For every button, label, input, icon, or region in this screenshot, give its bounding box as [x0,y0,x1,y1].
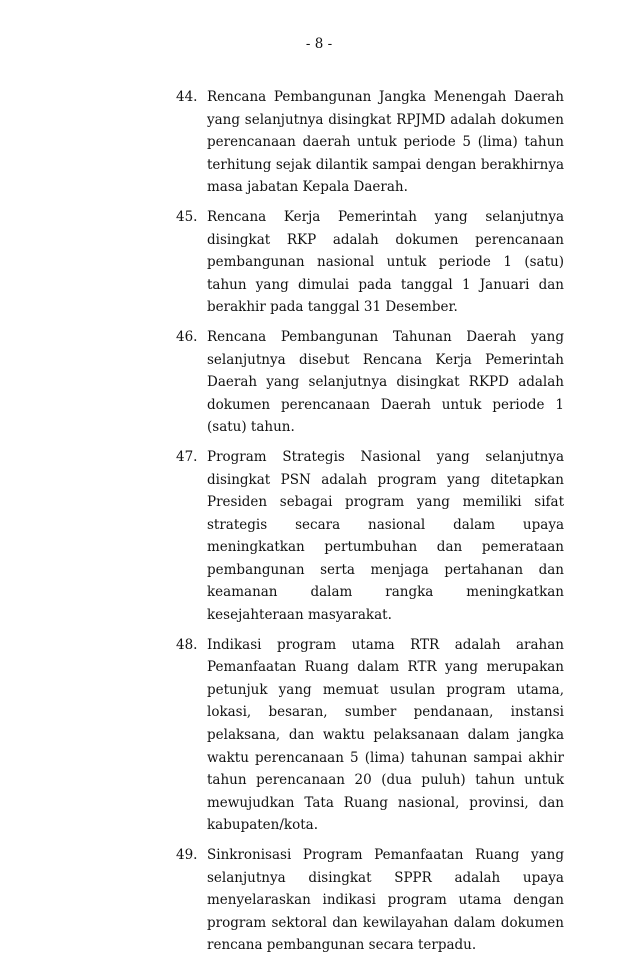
definition-item-44 [176,86,564,199]
definition-number: 47. [176,448,198,465]
definition-text: Program Strategis Nasional yang selanjutnya disingkat PSN adalah program yang ditetapkan Presiden sebagai program yang memiliki sifat strategis secara nasional dalam upaya meningkatkan pertumbuhan dan pemerataan pembangunan serta menjaga pertahanan dan keamanan dalam rangka meningkatkan kesejahteraan masyarakat. [207,448,564,624]
definition-item-47 [176,446,564,627]
definition-number: 48. [176,636,198,653]
definition-number: 45. [176,208,198,225]
definition-number: 49. [176,847,198,863]
page-number: - 8 - [305,36,333,52]
definition-number: 44. [176,89,198,105]
definition-text: Indikasi program utama RTR adalah arahan Pemanfaatan Ruang dalam RTR yang merupakan petunjuk yang memuat usulan program utama, lokasi, besaran, sumber pendanaan, instansi pelaksana, dan waktu pelaksanaan dalam jangka waktu perencanaan 5 (lima) tahunan sampai akhir tahun perencanaan 20 (dua puluh) tahun untuk mewujudkan Tata Ruang nasional, provinsi, dan kabupaten/kota. [207,636,564,834]
definition-item-48 [176,634,564,837]
definition-number: 46. [176,328,198,345]
definitions-list [176,86,564,957]
definition-text: Rencana Pembangunan Tahunan Daerah yang selanjutnya disebut Rencana Kerja Pemerintah Daerah yang selanjutnya disingkat RKPD adalah dokumen perencanaan Daerah untuk periode 1 (satu) tahun. [207,328,564,436]
definition-text: Sinkronisasi Program Pemanfaatan Ruang yang selanjutnya disingkat SPPR adalah upaya menyelaraskan indikasi program utama dengan program sektoral dan kewilayahan dalam dokumen rencana pembangunan secara terpadu. [207,847,564,954]
definition-item-46 [176,326,564,439]
definition-item-45 [176,206,564,319]
definition-text: Rencana Pembangunan Jangka Menengah Daerah yang selanjutnya disingkat RPJMD adalah dokumen perencanaan daerah untuk periode 5 (lima) tahun terhitung sejak dilantik sampai dengan berakhirnya masa jabatan Kepala Daerah. [207,89,564,196]
definition-item-49 [176,844,564,957]
definition-text: Rencana Kerja Pemerintah yang selanjutnya disingkat RKP adalah dokumen perencanaan pembangunan nasional untuk periode 1 (satu) tahun yang dimulai pada tanggal 1 Januari dan berakhir pada tanggal 31 Desember. [207,208,564,316]
